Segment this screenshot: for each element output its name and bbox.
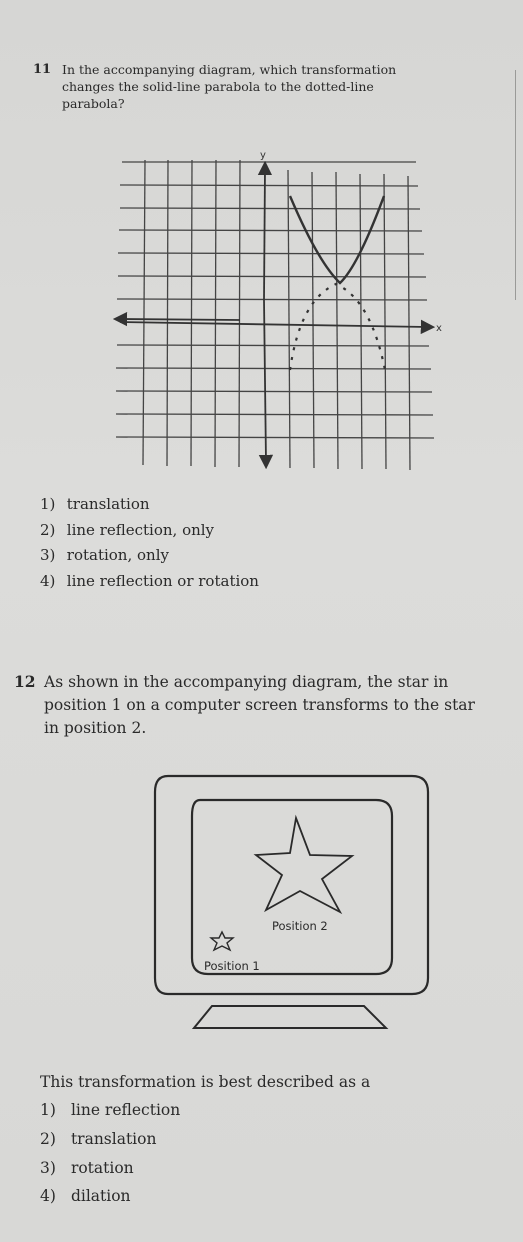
- q11-choice-4-label: line reflection or rotation: [66, 572, 259, 590]
- computer-screen-diagram: [0, 765, 523, 1065]
- question-11-text-line-3: parabola?: [62, 96, 125, 111]
- q11-choice-4-number: 4): [40, 572, 56, 590]
- question-12-text-line-2: position 1 on a computer screen transforms to the star: [44, 696, 475, 714]
- question-12-text-line-1: As shown in the accompanying diagram, the star in: [44, 673, 449, 691]
- q11-choice-3-label: rotation, only: [66, 546, 169, 564]
- dotted-line-parabola: [290, 284, 386, 375]
- coordinate-axes: [120, 168, 428, 462]
- star-position-2: [256, 818, 352, 912]
- q11-choice-3-number: 3): [40, 546, 56, 564]
- question-11-number: 11: [33, 62, 52, 77]
- parabola-grid-diagram: [0, 130, 523, 490]
- q12-choice-3-label: rotation: [70, 1159, 134, 1177]
- monitor-screen: [192, 800, 392, 974]
- q12-choice-1: [40, 1101, 180, 1119]
- q11-choice-2-number: 2): [40, 521, 56, 539]
- q11-choice-1-label: translation: [66, 495, 150, 513]
- q11-choice-2-label: line reflection, only: [66, 521, 215, 539]
- x-axis-label: x: [436, 323, 442, 334]
- x-axis-positive: [120, 322, 428, 327]
- q12-choice-1-label: line reflection: [70, 1101, 181, 1119]
- star-position-1: [211, 932, 233, 950]
- label-position-2: Position 2: [272, 919, 328, 933]
- grid-horizontal-lines: [116, 162, 434, 438]
- question-11-text-line-2: changes the solid-line parabola to the dotted-line: [62, 79, 374, 94]
- q12-choice-4-number: 4): [40, 1187, 56, 1205]
- question-12-text-line-3: in position 2.: [44, 719, 147, 737]
- q11-choice-1: [40, 495, 150, 513]
- question-11-text-line-1: In the accompanying diagram, which transformation: [62, 62, 397, 77]
- q12-choice-3: [40, 1159, 134, 1177]
- y-axis-label: y: [260, 150, 266, 161]
- label-position-1: Position 1: [204, 959, 260, 973]
- x-axis-negative: [120, 319, 240, 320]
- grid-vertical-lines: [143, 160, 410, 470]
- q12-choice-3-number: 3): [40, 1159, 56, 1177]
- y-axis-positive: [264, 168, 265, 300]
- monitor-outer-frame: [155, 776, 428, 994]
- q12-choice-4-label: dilation: [70, 1187, 131, 1205]
- q11-choice-4: [40, 572, 259, 590]
- q12-choice-4: [40, 1187, 131, 1205]
- q12-prompt: This transformation is best described as a: [40, 1073, 371, 1091]
- q12-choice-1-number: 1): [40, 1101, 56, 1119]
- q12-choice-2: [40, 1130, 156, 1148]
- q12-choice-2-number: 2): [40, 1130, 56, 1148]
- q11-choice-3: [40, 546, 169, 564]
- monitor-stand: [194, 1006, 386, 1028]
- question-12-number: 12: [14, 672, 36, 691]
- q11-choice-2: [40, 521, 214, 539]
- q12-choice-2-label: translation: [70, 1130, 157, 1148]
- q11-choice-1-number: 1): [40, 495, 56, 513]
